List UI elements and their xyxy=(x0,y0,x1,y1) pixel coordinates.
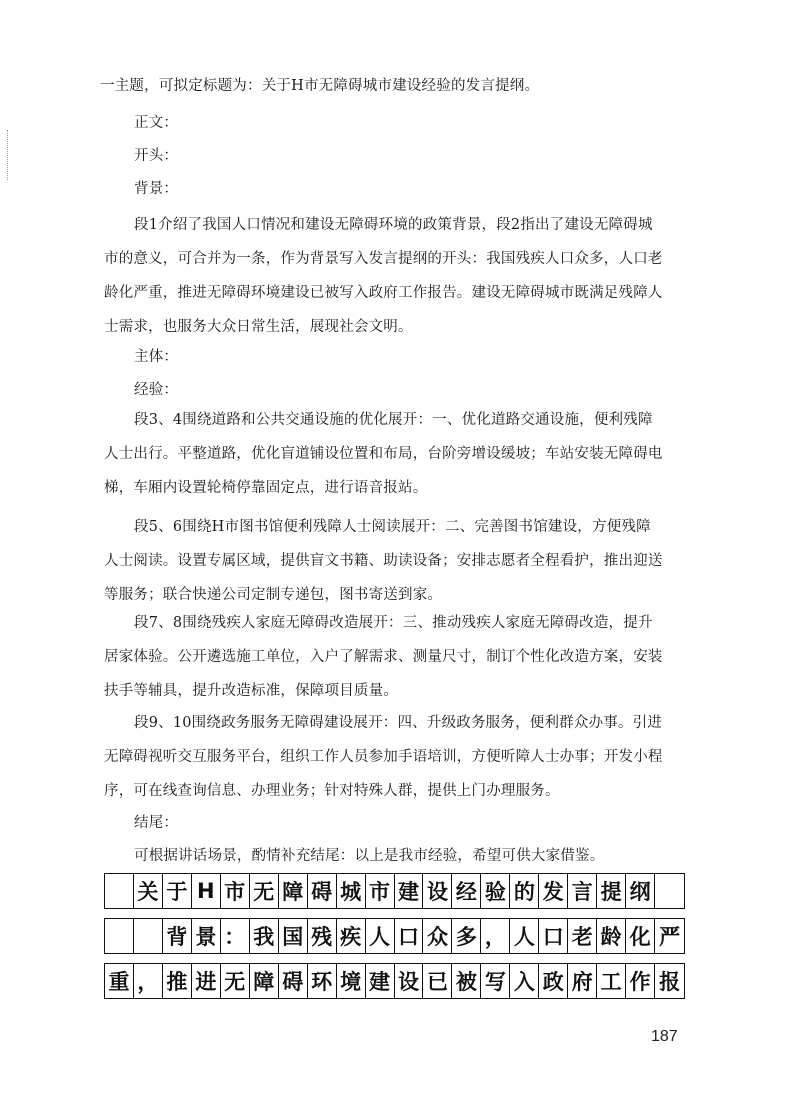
grid-cell: 环 xyxy=(308,964,337,998)
paragraph-line: 序，可在线查询信息、办理业务；针对特殊人群，提供上门办理服务。 xyxy=(104,783,560,799)
grid-cell: 推 xyxy=(163,964,192,998)
main-body-label: 主体： xyxy=(134,349,179,365)
grid-cell: 写 xyxy=(481,964,510,998)
paragraph-background xyxy=(104,208,684,344)
grid-cell: 人 xyxy=(510,919,539,953)
grid-cell: 碍 xyxy=(279,964,308,998)
page-number: 187 xyxy=(651,1028,678,1045)
grid-cell xyxy=(105,919,134,953)
grid-cell: 已 xyxy=(423,964,452,998)
grid-cell: 境 xyxy=(337,964,366,998)
grid-cell: 国 xyxy=(279,919,308,953)
grid-cell: 景 xyxy=(192,919,221,953)
grid-cell: 化 xyxy=(626,919,655,953)
grid-cell: H xyxy=(192,874,221,908)
grid-cell: 老 xyxy=(568,919,597,953)
grid-cell: 障 xyxy=(279,874,308,908)
ending-label: 结尾： xyxy=(134,815,179,831)
paragraph-line: 居家体验。公开遴选施工单位，入户了解需求、测量尺寸，制订个性化改造方案，安装 xyxy=(104,649,663,665)
grid-cell: 无 xyxy=(221,964,250,998)
experience-label: 经验： xyxy=(134,382,179,398)
background-label: 背景： xyxy=(134,181,179,197)
paragraph-home-renovation xyxy=(104,606,684,708)
grid-cell: 重 xyxy=(105,964,134,998)
grid-cell: 提 xyxy=(597,874,626,908)
grid-cell: 报 xyxy=(659,970,681,994)
grid-cell: 人 xyxy=(366,919,395,953)
grid-cell: 市 xyxy=(221,874,250,908)
grid-cell: 口 xyxy=(395,919,424,953)
grid-cell xyxy=(105,874,134,908)
opening-label: 开头： xyxy=(134,148,179,164)
grid-cell: 众 xyxy=(423,919,452,953)
paragraph-line: 人士出行。平整道路，优化盲道铺设位置和布局，台阶旁增设缓坡；车站安装无障碍电 xyxy=(104,446,663,462)
grid-cell: 疾 xyxy=(337,919,366,953)
grid-cell: 背 xyxy=(163,919,192,953)
paragraph-line: 扶手等辅具，提升改造标准，保障项目质量。 xyxy=(104,683,398,699)
paragraph-line: 梯，车厢内设置轮椅停靠固定点，进行语音报站。 xyxy=(104,480,428,496)
paragraph-line: 龄化严重，推进无障碍环境建设已被写入政府工作报告。建设无障碍城市既满足残障人 xyxy=(104,285,663,301)
grid-cell: 我 xyxy=(250,919,279,953)
grid-cell: 关 xyxy=(134,874,163,908)
answer-grid-row-1 xyxy=(104,873,685,909)
grid-cell: 经 xyxy=(452,874,481,908)
grid-cell: ， xyxy=(134,964,163,998)
paragraph-line: 段5、6围绕H市图书馆便利残障人士阅读展开：二、完善图书馆建设，方便残障 xyxy=(134,519,651,535)
grid-cell: 城 xyxy=(337,874,366,908)
grid-cell: 碍 xyxy=(308,874,337,908)
grid-cell: 于 xyxy=(163,874,192,908)
grid-cell: ， xyxy=(481,919,510,953)
grid-cell xyxy=(134,919,163,953)
paragraph-line: 等服务；联合快递公司定制专递包，图书寄送到家。 xyxy=(104,587,443,603)
grid-cell: ： xyxy=(221,919,250,953)
paragraph-line: 段9、10围绕政务服务无障碍建设展开：四、升级政务服务，便利群众办事。引进 xyxy=(134,715,663,731)
grid-cell: 残 xyxy=(308,919,337,953)
margin-binding-dots xyxy=(7,130,10,180)
grid-cell: 多 xyxy=(452,919,481,953)
grid-cell: 作 xyxy=(626,964,655,998)
grid-cell: 纲 xyxy=(626,874,655,908)
grid-cell: 言 xyxy=(568,874,597,908)
grid-cell: 工 xyxy=(597,964,626,998)
paragraph-line: 段1介绍了我国人口情况和建设无障碍环境的政策背景，段2指出了建设无障碍城 xyxy=(134,217,653,233)
grid-cell: 市 xyxy=(366,874,395,908)
paragraph-line: 无障碍视听交互服务平台，组织工作人员参加手语培训，方便听障人士办事；开发小程 xyxy=(104,749,663,765)
grid-cell: 无 xyxy=(250,874,279,908)
paragraph-line: 市的意义，可合并为一条，作为背景写入发言提纲的开头：我国残疾人口众多，人口老 xyxy=(104,251,663,267)
grid-cell: 口 xyxy=(539,919,568,953)
grid-cell: 龄 xyxy=(597,919,626,953)
grid-cell: 被 xyxy=(452,964,481,998)
grid-cell: 建 xyxy=(395,874,424,908)
paragraph-library xyxy=(104,510,684,612)
paragraph-line: 段7、8围绕残疾人家庭无障碍改造展开：三、推动残疾人家庭无障碍改造，提升 xyxy=(134,615,653,631)
grid-cell xyxy=(655,874,684,908)
paragraph-line: 士需求，也服务大众日常生活，展现社会文明。 xyxy=(104,319,413,335)
grid-cell: 进 xyxy=(192,964,221,998)
body-label: 正文： xyxy=(134,115,179,131)
grid-cell: 发 xyxy=(539,874,568,908)
grid-cell: 设 xyxy=(395,964,424,998)
paragraph-government-services xyxy=(104,706,684,808)
grid-cell: 严 xyxy=(659,925,681,949)
ending-text: 可根据讲话场景，酌情补充结尾：以上是我市经验，希望可供大家借鉴。 xyxy=(134,848,605,864)
answer-grid-row-3 xyxy=(104,963,685,999)
grid-cell: 的 xyxy=(510,874,539,908)
paragraph-line: 人士阅读。设置专属区域，提供盲文书籍、助读设备；安排志愿者全程看护，推出迎送 xyxy=(104,553,663,569)
paragraph-roads xyxy=(104,403,684,505)
subject-line: 一主题，可拟定标题为：关于H市无障碍城市建设经验的发言提纲。 xyxy=(100,78,540,94)
grid-cell: 府 xyxy=(568,964,597,998)
grid-cell: 障 xyxy=(250,964,279,998)
grid-cell: 政 xyxy=(539,964,568,998)
answer-grid-row-2 xyxy=(104,918,685,954)
grid-cell: 验 xyxy=(481,874,510,908)
grid-cell: 建 xyxy=(366,964,395,998)
grid-cell: 设 xyxy=(423,874,452,908)
grid-cell: 入 xyxy=(510,964,539,998)
paragraph-line: 段3、4围绕道路和公共交通设施的优化展开：一、优化道路交通设施，便利残障 xyxy=(134,412,653,428)
